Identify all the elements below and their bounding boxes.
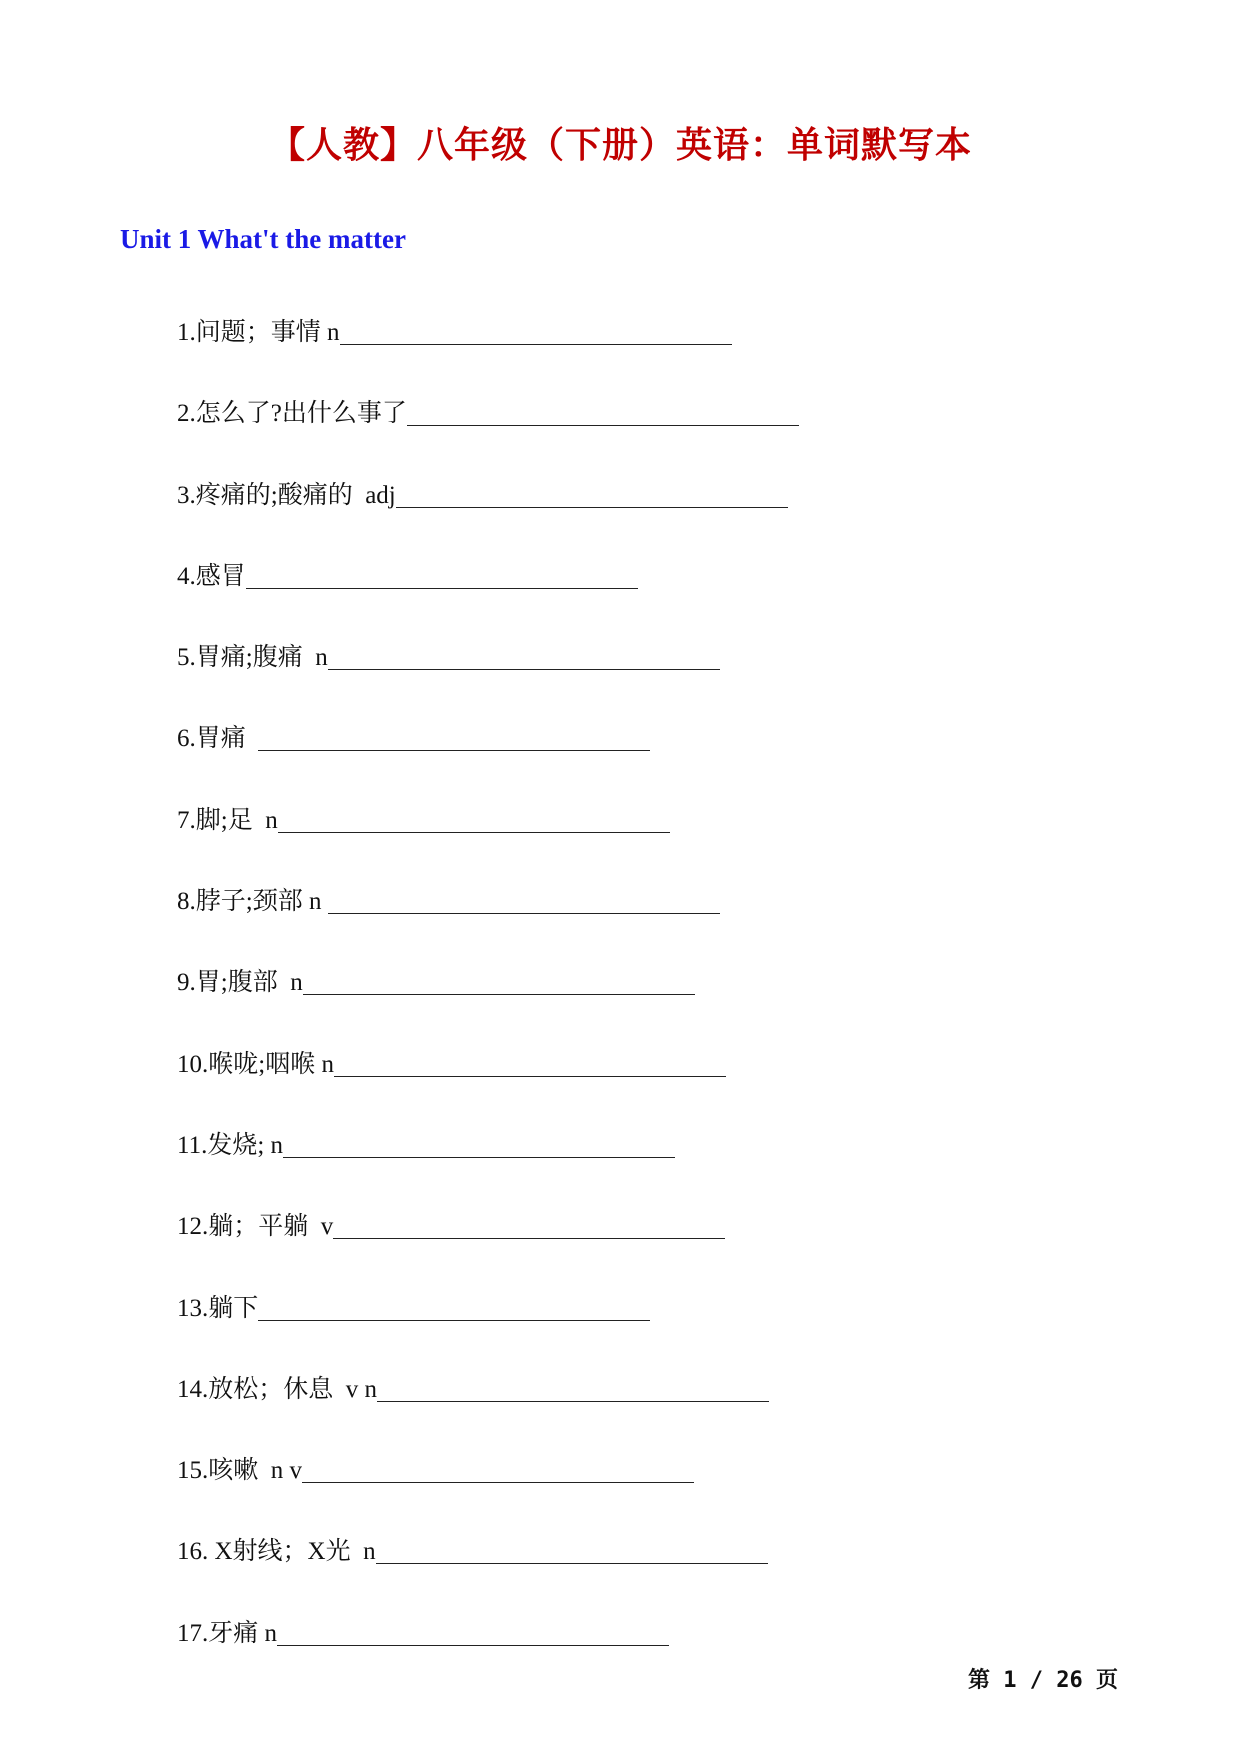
list-item bbox=[177, 1370, 799, 1451]
item-label: 8.脖子;颈部 n bbox=[177, 888, 328, 916]
answer-blank bbox=[258, 1300, 650, 1321]
answer-blank bbox=[277, 1625, 669, 1646]
answer-blank bbox=[328, 893, 720, 914]
item-label: 12.躺；平躺 v bbox=[177, 1213, 334, 1241]
item-label: 3.疼痛的;酸痛的 adj bbox=[177, 481, 396, 509]
list-item bbox=[177, 313, 799, 394]
vocabulary-list bbox=[177, 313, 799, 1695]
item-label: 7.脚;足 n bbox=[177, 806, 278, 834]
list-item bbox=[177, 882, 799, 963]
answer-blank bbox=[340, 324, 732, 345]
list-item bbox=[177, 719, 799, 800]
list-item bbox=[177, 801, 799, 882]
item-label: 9.胃;腹部 n bbox=[177, 969, 303, 997]
item-label: 14.放松；休息 v n bbox=[177, 1375, 378, 1403]
answer-blank bbox=[377, 1381, 769, 1402]
list-item bbox=[177, 1289, 799, 1370]
list-item bbox=[177, 1614, 799, 1695]
item-label: 13.躺下 bbox=[177, 1294, 259, 1322]
answer-blank bbox=[303, 974, 695, 995]
list-item bbox=[177, 963, 799, 1044]
answer-blank bbox=[333, 1218, 725, 1239]
list-item bbox=[177, 1451, 799, 1532]
item-label: 5.胃痛;腹痛 n bbox=[177, 644, 328, 672]
item-label: 6.胃痛 bbox=[177, 725, 259, 753]
list-item bbox=[177, 1126, 799, 1207]
item-label: 15.咳嗽 n v bbox=[177, 1457, 303, 1485]
list-item bbox=[177, 638, 799, 719]
answer-blank bbox=[278, 812, 670, 833]
document-title: 【人教】八年级（下册）英语：单词默写本 bbox=[268, 125, 972, 165]
item-label: 17.牙痛 n bbox=[177, 1619, 278, 1647]
answer-blank bbox=[407, 405, 799, 426]
list-item bbox=[177, 1045, 799, 1126]
item-label: 11.发烧; n bbox=[177, 1131, 284, 1159]
answer-blank bbox=[302, 1462, 694, 1483]
list-item bbox=[177, 394, 799, 475]
list-item bbox=[177, 1207, 799, 1288]
item-label: 4.感冒 bbox=[177, 562, 246, 590]
item-label: 10.喉咙;咽喉 n bbox=[177, 1050, 334, 1078]
answer-blank bbox=[328, 649, 720, 670]
list-item bbox=[177, 476, 799, 557]
item-label: 2.怎么了?出什么事了 bbox=[177, 400, 407, 428]
answer-blank bbox=[258, 730, 650, 751]
answer-blank bbox=[283, 1137, 675, 1158]
answer-blank bbox=[246, 568, 638, 589]
answer-blank bbox=[396, 487, 788, 508]
answer-blank bbox=[376, 1543, 768, 1564]
list-item bbox=[177, 557, 799, 638]
answer-blank bbox=[334, 1056, 726, 1077]
page-number: 第 1 / 26 页 bbox=[968, 1668, 1118, 1693]
item-label: 16. X射线；X光 n bbox=[177, 1538, 376, 1566]
item-label: 1.问题；事情 n bbox=[177, 319, 340, 346]
list-item bbox=[177, 1532, 799, 1613]
unit-heading: Unit 1 What't the matter bbox=[120, 224, 406, 254]
